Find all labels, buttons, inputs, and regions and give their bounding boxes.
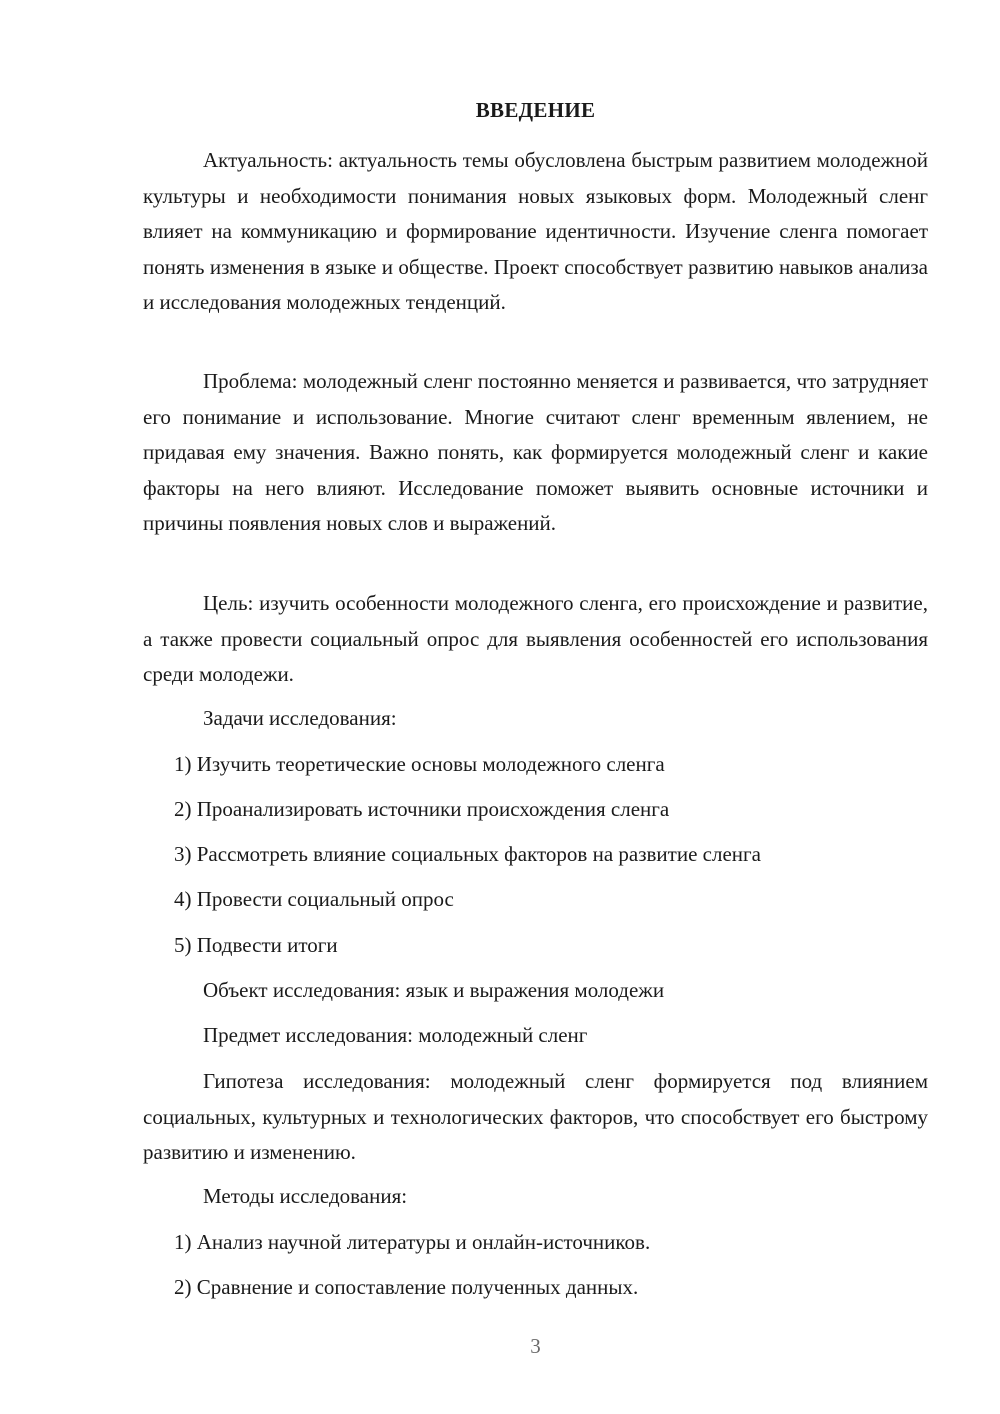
task-item: 3) Рассмотреть влияние социальных факторов на развитие сленга [174,842,761,866]
tasks-heading: Задачи исследования: [203,706,397,730]
research-subject: Предмет исследования: молодежный сленг [203,1023,588,1047]
task-item: 2) Проанализировать источники происхождения сленга [174,797,670,821]
relevance-paragraph: Актуальность: актуальность темы обусловлена быстрым развитием молодежной культуры и необходимости понимания новых языковых форм. Молодежный сленг влияет на коммуникацию и формирование идентичности. Изучение сленга помогает понять изменения в языке и обществе. Проект способствует развитию навыков анализа и исследования молодежных тенденций. [143,148,928,314]
problem-paragraph: Проблема: молодежный сленг постоянно меняется и развивается, что затрудняет его понимание и использование. Многие считают сленг временным явлением, не придавая ему значения. Важно понять, как формируется молодежный сленг и какие факторы на него влияют. Исследование поможет выявить основные источники и причины появления новых слов и выражений. [143,369,928,535]
document-page [143,0,928,1414]
method-item: 1) Анализ научной литературы и онлайн-источников. [174,1230,651,1254]
task-item: 5) Подвести итоги [174,933,338,957]
methods-heading: Методы исследования: [203,1184,408,1208]
section-title: ВВЕДЕНИЕ [475,98,596,122]
hypothesis-paragraph: Гипотеза исследования: молодежный сленг формируется под влиянием социальных, культурных и технологических факторов, что способствует его быстрому развитию и изменению. [143,1069,928,1164]
page-number: 3 [530,1334,541,1358]
task-item: 1) Изучить теоретические основы молодежного сленга [174,752,665,776]
research-object: Объект исследования: язык и выражения молодежи [203,978,665,1002]
method-item: 2) Сравнение и сопоставление полученных данных. [174,1275,639,1299]
goal-paragraph: Цель: изучить особенности молодежного сленга, его происхождение и развитие, а также провести социальный опрос для выявления особенностей его использования среди молодежи. [143,591,928,686]
task-item: 4) Провести социальный опрос [174,887,454,911]
